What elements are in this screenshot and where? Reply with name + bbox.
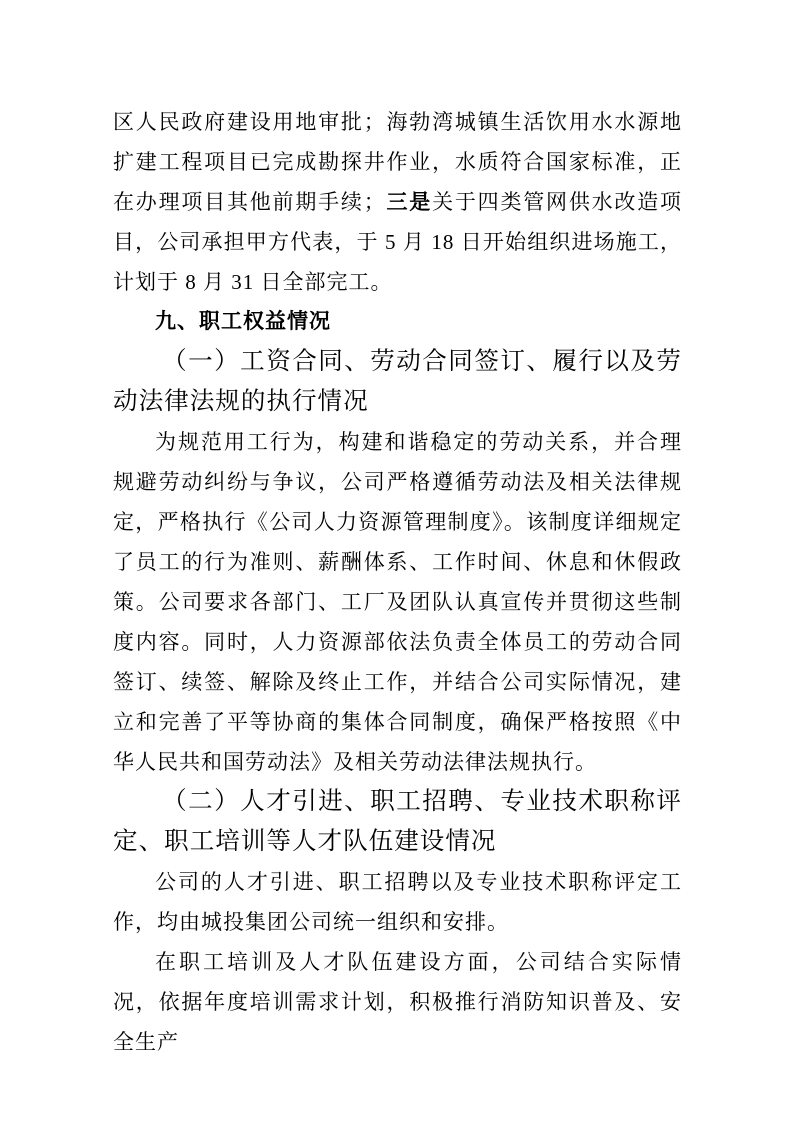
section-heading: 九、职工权益情况 [155, 310, 331, 333]
subsection-heading-1: （一）工资合同、劳动合同签订、履行以及劳动法律法规的执行情况 [113, 348, 682, 415]
paragraph-continued [113, 102, 682, 302]
text-run: 关于四类管网供水改造项目，公司承担甲方代表，于 5 月 18 日开始组织进场施工，计划于 8 月 31 日全部完工。 [113, 190, 683, 294]
text-run: 区人民政府建设用地审批；海勃湾城镇生活饮用水水源地扩建工程项目已完成勘探井作业，水质符合国家标准，正在办理项目其他前期手续； [113, 110, 682, 214]
body-paragraph-1: 为规范用工行为，构建和谐稳定的劳动关系，并合理规避劳动纠纷与争议，公司严格遵循劳动法及相关法律规定，严格执行《公司人力资源管理制度》。该制度详细规定了员工的行为准则、薪酬体系、工作时间、休息和休假政策。公司要求各部门、工厂及团队认真宣传并贯彻这些制度内容。同时，人力资源部依法负责全体员工的劳动合同签订、续签、解除及终止工作，并结合公司实际情况，建立和完善了平等协商的集体合同制度，确保严格按照《中华人民共和国劳动法》及相关劳动法律法规执行。 [113, 430, 682, 774]
subsection-heading-2: （二）人才引进、职工招聘、专业技术职称评定、职工培训等人才队伍建设情况 [113, 788, 682, 855]
body-paragraph-3: 在职工培训及人才队伍建设方面，公司结合实际情况，依据年度培训需求计划，积极推行消防知识普及、安全生产 [113, 950, 682, 1054]
text-run-bold: 三是 [385, 190, 433, 214]
body-paragraph-2: 公司的人才引进、职工招聘以及专业技术职称评定工作，均由城投集团公司统一组织和安排。 [113, 870, 682, 934]
